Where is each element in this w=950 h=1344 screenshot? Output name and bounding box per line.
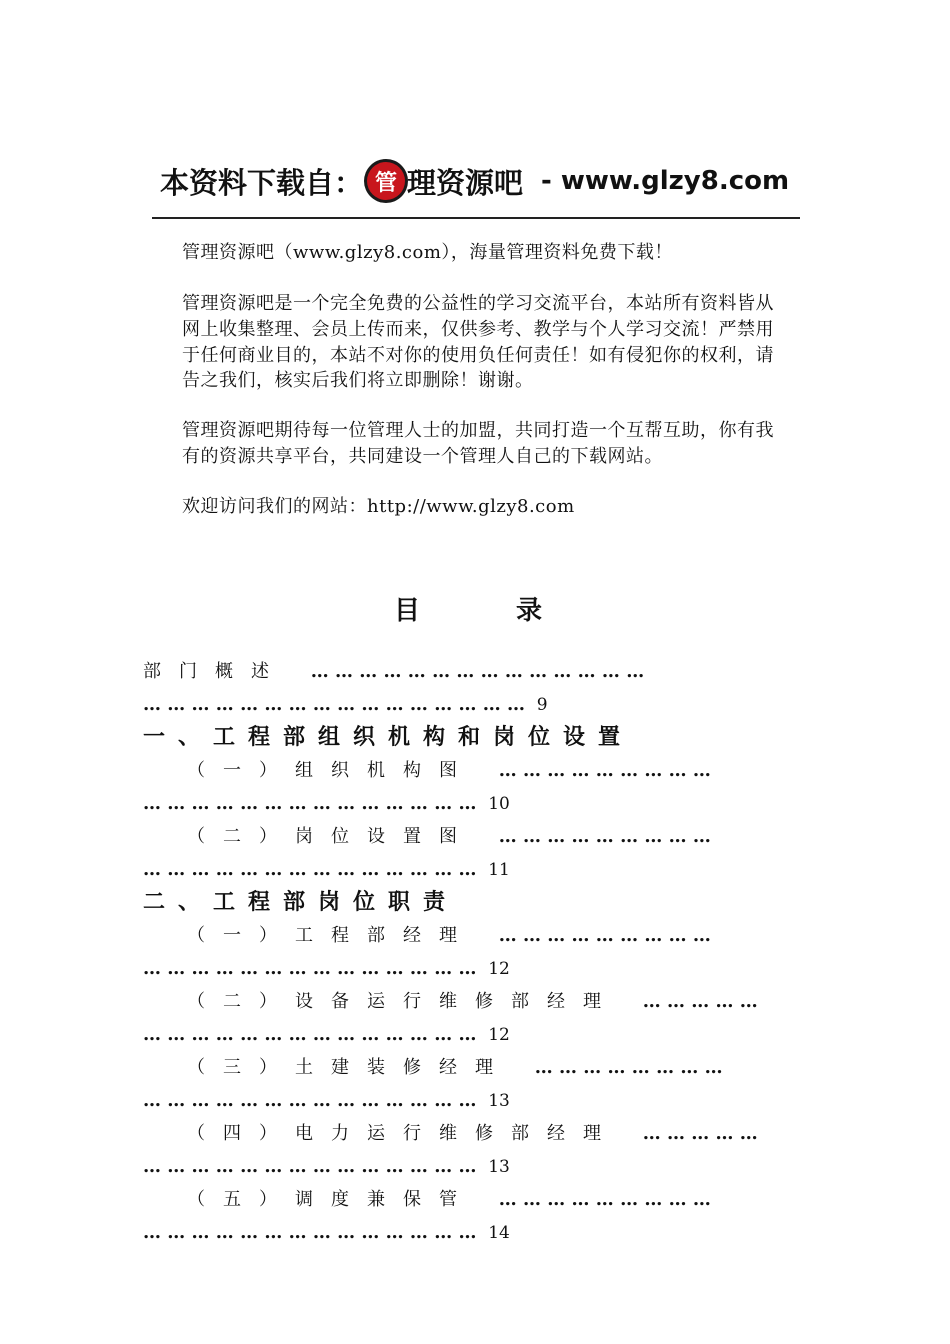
toc-page-number: 10 xyxy=(488,794,510,814)
table-of-contents xyxy=(143,655,803,1249)
toc-entry-continuation: … … … … … … … … … … … … … … … … 9 xyxy=(143,694,548,715)
toc-page-number: 13 xyxy=(488,1157,510,1177)
toc-entry[interactable] xyxy=(143,655,803,688)
brand-name: 理资源吧 xyxy=(407,165,524,200)
toc-entry[interactable] xyxy=(143,1183,803,1216)
toc-entry[interactable] xyxy=(143,919,803,952)
toc-entry-label: （二）设备运行维修部经理 xyxy=(187,991,619,1012)
header-divider xyxy=(152,217,800,219)
toc-leader: … … … … … … … … … xyxy=(498,1189,711,1210)
toc-section-heading[interactable]: 二、工程部岗位职责 xyxy=(143,889,459,915)
toc-entry-continuation: … … … … … … … … … … … … … … 14 xyxy=(143,1222,510,1243)
toc-entry[interactable] xyxy=(143,754,803,787)
toc-page-number: 9 xyxy=(536,695,548,715)
banner-lead: 本资料下载自： xyxy=(160,165,364,200)
toc-page-number: 11 xyxy=(488,860,510,880)
toc-entry-continuation: … … … … … … … … … … … … … … 12 xyxy=(143,958,510,979)
toc-entry-continuation: … … … … … … … … … … … … … … 13 xyxy=(143,1156,510,1177)
toc-entry[interactable] xyxy=(143,1117,803,1150)
intro-paragraph-4: 欢迎访问我们的网站：http://www.glzy8.com xyxy=(182,496,575,517)
toc-entry-label: （三）土建装修经理 xyxy=(187,1057,511,1078)
toc-page-number: 13 xyxy=(488,1091,510,1111)
site-url[interactable]: - www.glzy8.com xyxy=(541,166,790,196)
toc-entry-continuation: … … … … … … … … … … … … … … 13 xyxy=(143,1090,510,1111)
toc-section-heading[interactable]: 一、工程部组织机构和岗位设置 xyxy=(143,724,634,750)
toc-page-number: 12 xyxy=(488,959,510,979)
toc-entry-continuation: … … … … … … … … … … … … … … 11 xyxy=(143,859,510,880)
toc-entry-label: 部门概述 xyxy=(143,661,287,682)
toc-entry-continuation: … … … … … … … … … … … … … … 10 xyxy=(143,793,510,814)
intro-paragraph-2: 管理资源吧是一个完全免费的公益性的学习交流平台，本站所有资料皆从网上收集整理、会员上传而来，仅供参考、教学与个人学习交流！严禁用于任何商业目的，本站不对你的使用负任何责任！如有侵犯你的权利，请告之我们，核实后我们将立即删除！谢谢。 xyxy=(182,293,774,392)
toc-title: 目录 xyxy=(394,596,639,626)
toc-leader: … … … … … … … … … xyxy=(498,760,711,781)
intro-paragraph-3: 管理资源吧期待每一位管理人士的加盟，共同打造一个互帮互助，你有我有的资源共享平台，共同建设一个管理人自己的下载网站。 xyxy=(182,420,774,467)
toc-entry[interactable] xyxy=(143,985,803,1018)
toc-page-number: 14 xyxy=(488,1223,510,1243)
toc-entry-label: （五）调度兼保管 xyxy=(187,1189,475,1210)
toc-entry-label: （一）工程部经理 xyxy=(187,925,475,946)
toc-page-number: 12 xyxy=(488,1025,510,1045)
toc-leader: … … … … … … … … … … … … … … xyxy=(310,661,645,682)
toc-entry-label: （二）岗位设置图 xyxy=(187,826,475,847)
toc-entry-label: （一）组织机构图 xyxy=(187,760,475,781)
toc-leader: … … … … … … … … xyxy=(534,1057,723,1078)
toc-leader: … … … … … … … … … xyxy=(498,925,711,946)
toc-entry-label: （四）电力运行维修部经理 xyxy=(187,1123,619,1144)
toc-entry[interactable] xyxy=(143,1051,803,1084)
brand-seal-logo: 管 xyxy=(367,162,405,200)
toc-entry-continuation: … … … … … … … … … … … … … … 12 xyxy=(143,1024,510,1045)
toc-entry[interactable] xyxy=(143,820,803,853)
toc-leader: … … … … … … … … … xyxy=(498,826,711,847)
toc-leader: … … … … … xyxy=(642,991,758,1012)
intro-paragraph-1: 管理资源吧（www.glzy8.com），海量管理资料免费下载！ xyxy=(182,242,673,263)
toc-leader: … … … … … xyxy=(642,1123,758,1144)
download-banner xyxy=(160,158,789,204)
